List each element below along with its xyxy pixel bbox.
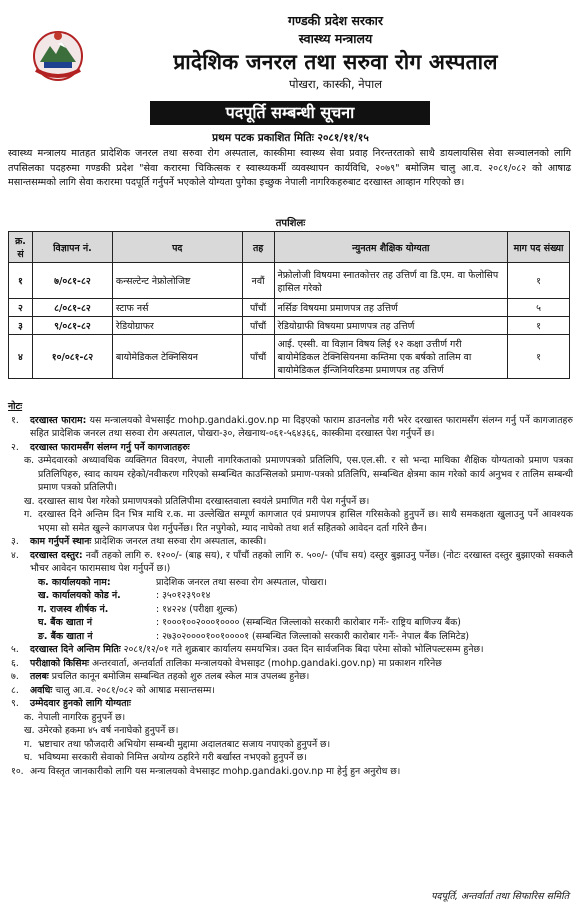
- cell-level: पाँचौं: [242, 317, 274, 335]
- header: [0, 4, 581, 94]
- fee-detail-key: घ. बैंक खाता नं: [38, 617, 93, 628]
- col-header-post: पद: [112, 232, 242, 263]
- note-number: ७.: [11, 671, 19, 682]
- cell-qualification: नेफ्रोलोजी विषयमा स्नातकोत्तर तह उत्तिर्ण वा डि.एम. वा फेलोसिप हासिल गरेको: [274, 263, 507, 299]
- cell-count: १: [508, 317, 570, 335]
- fee-detail-key: ङ. बैंक खाता नं: [38, 630, 93, 642]
- table-header-row: [9, 232, 570, 263]
- note-item: [8, 684, 573, 698]
- note-item: [8, 697, 573, 711]
- note-title: दरखास्त फाराम:: [30, 414, 87, 426]
- note-text: २०८१/१२/०१ गते शुक्रबार कार्यालय समयभित्र। उक्त दिन सार्वजनिक बिदा परेमा सोको भोलिपल्टसम्म हुनेछ।: [123, 644, 484, 655]
- note-text: प्रचलित कानून बमोजिम सम्बन्धित तहको शुरु तलब स्केल मात्र उपलब्ध हुनेछ।: [51, 671, 310, 682]
- col-header-qualification: न्युनतम शैक्षिक योग्यता: [274, 232, 507, 263]
- note-subitem: [8, 751, 573, 765]
- fee-detail-key: ग. राजस्व शीर्षक नं.: [38, 603, 109, 615]
- note-text: प्रादेशिक जनरल तथा सरुवा रोग अस्पताल, कास्की।: [94, 536, 267, 547]
- note-subitem: [8, 711, 573, 725]
- note-number: १०.: [11, 765, 24, 777]
- col-header-ad-no: विज्ञापन नं.: [32, 232, 112, 263]
- note-number: १.: [11, 414, 19, 426]
- cell-ad-no: ७/०८१-८२: [32, 263, 112, 299]
- note-subnumber: घ.: [24, 752, 33, 763]
- note-title: दरखास्त दस्तुर:: [30, 549, 83, 561]
- note-number: २.: [11, 441, 19, 453]
- note-title: उम्मेदवार हुनको लागि योग्यताः: [30, 698, 131, 709]
- note-subtext: उमेरको हकमा ४५ वर्ष ननाघेको हुनुपर्ने छ।: [38, 725, 179, 736]
- fee-detail-value: : १४२२४ (परीक्षा शुल्क): [156, 603, 238, 615]
- cell-count: १: [508, 335, 570, 379]
- fee-detail: [8, 616, 573, 630]
- cell-sn: ३: [9, 317, 33, 335]
- header-hospital-name: प्रादेशिक जनरल तथा सरुवा रोग अस्पताल: [173, 50, 498, 74]
- notes-section: [8, 400, 573, 778]
- note-item: [8, 549, 573, 576]
- note-title: काम गर्नुपर्ने स्थानः: [30, 536, 92, 547]
- cell-ad-no: ८/०८१-८२: [32, 299, 112, 317]
- table-row: [9, 299, 570, 317]
- note-subnumber: क.: [24, 455, 35, 466]
- intro-paragraph: स्वास्थ्य मन्त्रालय मातहत प्रादेशिक जनरल तथा सरुवा रोग अस्पताल, कास्कीमा स्वास्थ्य सेवा प्रवाह निरन्तरताको साथै डायलायसिस सेवा सञ्चालनको लागि तपसिलका पदहरुमा गण्डकी प्रदेश "सेवा करारमा चिकित्सक र स्वास्थ्यकर्मी व्यवस्थापन कार्यविधि, २०७९" बमोजिम चालु आ.व. २०८१/०८२ को आषाढ मसान्तसम्मको लागि सेवा करारमा पदपूर्ति गर्नुपर्ने भएकोले योग्यता पुगेका इच्छुक नेपाली नागरिकहरुबाट दरखास्त आव्हान गरिएको छ।: [8, 148, 571, 188]
- note-subnumber: ख.: [24, 495, 35, 507]
- note-item: [8, 670, 573, 684]
- note-subitem: [8, 508, 573, 535]
- note-title: दरखास्त फारामसँग संलग्न गर्नु पर्ने कागजातहरुः: [30, 441, 190, 453]
- note-subnumber: क.: [24, 711, 35, 723]
- cell-qualification: आई. एस्सी. वा विज्ञान विषय लिई १२ कक्षा उत्तीर्ण गरी बायोमेडिकल टेक्निसियनमा कम्तिमा एक बर्षको तालिम वा बायोमेडिकल ईन्जिनियरिङमा प्रमाणपत्र तह उत्तिर्ण: [274, 335, 507, 379]
- note-title: दरखास्त दिने अन्तिम मितिः: [30, 644, 121, 655]
- note-number: ६.: [11, 657, 19, 669]
- signature-committee: पदपूर्ति, अन्तर्वार्ता तथा सिफारिस समिति: [431, 891, 569, 902]
- table-label: तपशिलः: [275, 218, 306, 229]
- note-text: यस मन्त्रालयको वेभसाईट mohp.gandaki.gov.np मा दिइएको फाराम डाउनलोड गरी भरेर दरखास्त फारामसँग संलग्न गर्नु पर्ने कागजातहरु सहित प्रादेशिक जनरल तथा सरुवा रोग अस्पताल, पोखरा-३०, लेखनाथ-०६१-५६४३६६, कास्कीमा दरखास्त पेश गर्नुपर्ने छ।: [30, 414, 573, 439]
- cell-post: कन्सल्टेन्ट नेफ्रोलोजिष्ट: [112, 263, 242, 299]
- col-header-count: माग पद संख्या: [508, 232, 570, 263]
- nepal-emblem-icon: [30, 26, 86, 82]
- cell-level: पाँचौं: [242, 299, 274, 317]
- fee-detail-value: : ३५०१२३९०१४: [156, 590, 211, 601]
- note-subnumber: ग.: [24, 509, 33, 520]
- cell-level: पाँचौं: [242, 335, 274, 379]
- note-subnumber: ग.: [24, 738, 33, 750]
- header-ministry: स्वास्थ्य मन्त्रालय: [298, 31, 373, 46]
- col-header-level: तह: [242, 232, 274, 263]
- cell-sn: ४: [9, 335, 33, 379]
- table-row: [9, 317, 570, 335]
- fee-detail-value: : १०००१००२०००१०००० (सम्बन्धित जिल्लाको सरकारी कारोबार गर्नेः- राष्ट्रिय बाणिज्य बैंक): [156, 617, 461, 628]
- note-item: [8, 657, 573, 671]
- note-text: चालु आ.व. २०८१/०८२ को आषाढ मसान्तसम्म।: [55, 684, 215, 696]
- note-text: अन्य विस्तृत जानकारीको लागि यस मन्त्रालयको वेभसाइट mohp.gandaki.gov.np मा हेर्नु हुन अनुरोध छ।: [30, 765, 401, 777]
- first-published-date: प्रथम पटक प्रकाशित मितिः २०८१/११/१५: [212, 132, 369, 144]
- note-subitem: [8, 738, 573, 752]
- note-subitem: [8, 495, 573, 509]
- note-number: ४.: [11, 549, 19, 561]
- note-item: [8, 441, 573, 455]
- fee-detail-value: : २७३०२००००१००१००००१ (सम्बन्धित जिल्लाको सरकारी कारोबार गर्नेः- नेपाल बैंक लिमिटेड): [156, 630, 470, 642]
- fee-detail-key: क. कार्यालयको नाम:: [38, 576, 111, 588]
- cell-qualification: नर्सिङ विषयमा प्रमाणपत्र तह उत्तिर्ण: [274, 299, 507, 317]
- fee-detail-value: प्रादेशिक जनरल तथा सरुवा रोग अस्पताल, पोखरा।: [156, 576, 327, 588]
- note-text: अन्तरवार्ता, अन्तर्वार्ता तालिका मन्त्रालयको वेभसाइट (mohp.gandaki.gov.np) मा प्रकाशन गरिनेछ: [92, 657, 442, 669]
- cell-post: बायोमेडिकल टेक्निसियन: [112, 335, 242, 379]
- cell-count: १: [508, 263, 570, 299]
- note-number: ५.: [11, 644, 19, 655]
- table-row: [9, 263, 570, 299]
- note-number: ३.: [11, 536, 19, 547]
- cell-sn: १: [9, 263, 33, 299]
- cell-post: स्टाफ नर्स: [112, 299, 242, 317]
- note-subtext: भ्रष्टाचार तथा फौजदारी अभियोग सम्बन्धी मुद्दामा अदालतबाट सजाय नपाएको हुनुपर्ने छ।: [38, 738, 331, 750]
- note-title: परीक्षाको किसिमः: [30, 657, 90, 669]
- fee-detail: [8, 576, 573, 590]
- note-item: [8, 765, 573, 779]
- notice-title-banner: पदपूर्ति सम्बन्धी सूचना: [150, 101, 430, 125]
- note-subtext: नेपाली नागरिक हुनुपर्ने छ।: [38, 711, 126, 723]
- note-item: [8, 643, 573, 657]
- cell-ad-no: ९/०८१-८२: [32, 317, 112, 335]
- note-subtext: दरखास्त साथ पेश गरेको प्रमाणपत्रको प्रतिलिपीमा दरखास्तवाला स्वयंले प्रमाणित गरी पेश गर्नुपर्ने छ।: [38, 495, 370, 507]
- note-text: नवौं तहको लागि रु. १२००/- (बाह्र सय), र पाँचौं तहको लागि रु. ५००/- (पाँच सय) दस्तुर बुझाउनु पर्नेछ। (नोटः दरखास्त दस्तुर बुझाएको सक्कलै भौचर आवेदन फारामसाथ पेश गर्नुपर्ने छ।): [30, 549, 573, 574]
- table-row: [9, 335, 570, 379]
- note-subnumber: ख.: [24, 725, 35, 736]
- note-title: अवधिः: [30, 684, 53, 696]
- cell-sn: २: [9, 299, 33, 317]
- note-item: [8, 414, 573, 441]
- cell-level: नवौं: [242, 263, 274, 299]
- vacancy-table: [8, 231, 570, 379]
- fee-detail: [8, 630, 573, 644]
- note-subtext: दरखास्त दिने अन्तिम दिन भित्र माथि र.क. मा उल्लेखित सम्पूर्ण कागजात एवं प्रमाणपत्र हासिल गरिसकेको हुनुपर्ने छ। साथै समकक्षता खुलाउनु पर्ने आवश्यक भएमा सो समेत खुल्ने कागजपत्र पेश गर्नुपर्नेछ। रित नपुगेको, म्याद नाघेको तथा शर्त सहितको आवेदन दर्ता गरिने छैन।: [38, 509, 573, 534]
- note-item: [8, 535, 573, 549]
- fee-detail: [8, 589, 573, 603]
- note-subitem: [8, 454, 573, 495]
- notes-label: नोटः: [8, 401, 23, 412]
- col-header-sn: क्र. सं: [9, 232, 33, 263]
- fee-detail: [8, 603, 573, 617]
- header-province: गण्डकी प्रदेश सरकार: [288, 13, 383, 28]
- cell-post: रेडियोग्राफर: [112, 317, 242, 335]
- header-address: पोखरा, कास्की, नेपाल: [288, 77, 382, 91]
- note-number: ९.: [11, 698, 19, 709]
- fee-detail-key: ख. कार्यालयको कोड नं.: [38, 590, 121, 601]
- note-subitem: [8, 724, 573, 738]
- note-number: ८.: [11, 684, 19, 696]
- note-subtext: भविष्यमा सरकारी सेवाको निमित्त अयोग्य ठहरिने गरी बर्खास्त नभएको हुनुपर्ने छ।: [38, 752, 307, 763]
- note-subtext: उम्मेदवारको अध्यावधिक व्यक्तिगत विवरण, नेपाली नागरिकताको प्रमाणपत्रको प्रतिलिपि, एस.एल.सी. र सो भन्दा माथिका शैक्षिक योग्यताको प्रमाण पत्रका प्रतिलिपिहरु, स्वाद कायम रहेको/नवीकरण गरिएको सम्बन्धित काउन्सिलको प्रमाण-पत्रको प्रतिलिपि, सम्बन्धित क्षेत्रमा काम गरेको कार्य अनुभव र तालिम सम्बन्धी प्रमाण पत्रको प्रतिलिपी।: [38, 455, 573, 493]
- cell-count: ५: [508, 299, 570, 317]
- cell-ad-no: १०/०८१-८२: [32, 335, 112, 379]
- note-title: तलबः: [30, 671, 49, 682]
- cell-qualification: रेडियोग्राफी विषयमा प्रमाणपत्र तह उत्तिर्ण: [274, 317, 507, 335]
